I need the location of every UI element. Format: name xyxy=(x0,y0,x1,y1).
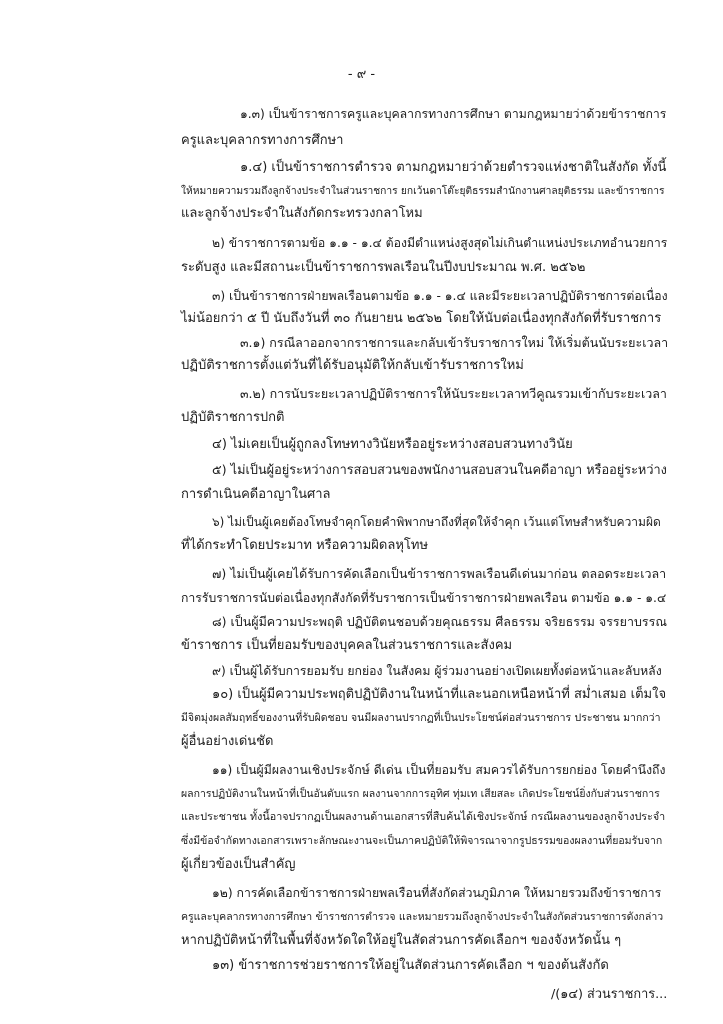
text-line: ๓) เป็นข้าราชการฝ่ายพลเรือนตามข้อ ๑.๑ - ๑.๔ และมีระยะเวลาปฏิบัติราชการต่อเนื่อง xyxy=(212,289,668,303)
text-line: ๕) ไม่เป็นผู้อยู่ระหว่างการสอบสวนของพนักงานสอบสวนในคดีอาญา หรืออยู่ระหว่าง xyxy=(212,463,667,478)
text-line: ที่ได้กระทำโดยประมาท หรือความผิดลหุโทษ xyxy=(181,538,429,553)
text-line: ๒) ข้าราชการตามข้อ ๑.๑ - ๑.๔ ต้องมีตำแหน่งสูงสุดไม่เกินตำแหน่งประเภทอำนวยการ xyxy=(212,236,668,250)
text-line: ๙) เป็นผู้ได้รับการยอมรับ ยกย่อง ในสังคม ผู้ร่วมงานอย่างเปิดเผยทั้งต่อหน้าและลับหลัง xyxy=(212,664,662,678)
text-line: ปฏิบัติราชการตั้งแต่วันที่ได้รับอนุมัติให้กลับเข้ารับราชการใหม่ xyxy=(181,358,524,373)
text-line: ผู้เกี่ยวข้องเป็นสำคัญ xyxy=(181,857,296,872)
text-line: ๓.๑) กรณีลาออกจากราชการและกลับเข้ารับราชการใหม่ ให้เริ่มต้นนับระยะเวลา xyxy=(240,335,669,350)
text-line: ๑๐) เป็นผู้มีความประพฤติปฏิบัติงานในหน้าที่และนอกเหนือหน้าที่ สม่ำเสมอ เต็มใจ xyxy=(212,687,667,702)
text-line: ซึ่งมีข้อจำกัดทางเอกสารเพราะลักษณะงานจะเป็นภาคปฏิบัติให้พิจารณาจากรูปธรรมของผลงานที่ยอมรับจาก xyxy=(181,835,663,847)
text-line: ผู้อื่นอย่างเด่นชัด xyxy=(181,734,274,749)
text-line: ๑.๓) เป็นข้าราชการครูและบุคลากรทางการศึกษา ตามกฎหมายว่าด้วยข้าราชการ xyxy=(240,107,667,121)
text-line: ๑๓) ข้าราชการช่วยราชการให้อยู่ในสัดส่วนการคัดเลือก ฯ ของต้นสังกัด xyxy=(212,958,609,973)
text-line: ปฏิบัติราชการปกติ xyxy=(181,410,285,425)
page-number: - ๙ - xyxy=(347,67,376,82)
text-line: หากปฏิบัติหน้าที่ในพื้นที่จังหวัดใดให้อยู่ในสัดส่วนการคัดเลือกฯ ของจังหวัดนั้น ๆ xyxy=(181,933,622,948)
continuation-marker: /(๑๔) ส่วนราชการ... xyxy=(551,987,668,1002)
text-line: และลูกจ้างประจำในสังกัดกระทรวงกลาโหม xyxy=(181,206,423,221)
text-line: ๔) ไม่เคยเป็นผู้ถูกลงโทษทางวินัยหรืออยู่ระหว่างสอบสวนทางวินัย xyxy=(212,437,573,452)
text-line: ๘) เป็นผู้มีความประพฤติ ปฏิบัติตนชอบด้วยคุณธรรม ศีลธรรม จริยธรรม จรรยาบรรณ xyxy=(212,614,667,629)
text-line: และประชาชน ทั้งนี้อาจปรากฏเป็นผลงานด้านเอกสารที่สืบค้นได้เชิงประจักษ์ กรณีผลงานของลูกจ้างประจำ xyxy=(181,810,666,823)
text-line: ๖) ไม่เป็นผู้เคยต้องโทษจำคุกโดยคำพิพากษาถึงที่สุดให้จำคุก เว้นแต่โทษสำหรับความผิด xyxy=(212,515,661,529)
text-line: ๗) ไม่เป็นผู้เคยได้รับการคัดเลือกเป็นข้าราชการพลเรือนดีเด่นมาก่อน ตลอดระยะเวลา xyxy=(212,566,667,581)
text-line: ผลการปฏิบัติงานในหน้าที่เป็นอันดับแรก ผลงานจากการอุทิศ ทุ่มเท เสียสละ เกิดประโยชน์ยิ่งกับส่วนราชการ xyxy=(181,788,660,800)
text-line: ข้าราชการ เป็นที่ยอมรับของบุคคลในส่วนราชการและสังคม xyxy=(181,638,513,653)
text-line: ๓.๒) การนับระยะเวลาปฏิบัติราชการให้นับระยะเวลาทวีคูณรวมเข้ากับระยะเวลา xyxy=(240,386,667,401)
text-line: การรับราชการนับต่อเนื่องทุกสังกัดที่รับราชการเป็นข้าราชการฝ่ายพลเรือน ตามข้อ ๑.๑ - ๑.๔ xyxy=(181,591,667,605)
text-line: ๑๑) เป็นผู้มีผลงานเชิงประจักษ์ ดีเด่น เป็นที่ยอมรับ สมควรได้รับการยกย่อง โดยคำนึงถึง xyxy=(212,763,666,777)
text-line: ระดับสูง และมีสถานะเป็นข้าราชการพลเรือนในปีงบประมาณ พ.ศ. ๒๕๖๒ xyxy=(181,260,586,275)
text-line: มีจิตมุ่งผลสัมฤทธิ์ของงานที่รับผิดชอบ จนมีผลงานปรากฏที่เป็นประโยชน์ต่อส่วนราชการ ประชาชน มากกว่า xyxy=(181,712,661,724)
text-line: ๑.๔) เป็นข้าราชการตำรวจ ตามกฎหมายว่าด้วยตำรวจแห่งชาติในสังกัด ทั้งนี้ xyxy=(240,160,667,175)
text-line: ครูและบุคลากรทางการศึกษา xyxy=(181,133,344,148)
text-line: ไม่น้อยกว่า ๕ ปี นับถึงวันที่ ๓๐ กันยายน ๒๕๖๒ โดยให้นับต่อเนื่องทุกสังกัดที่รับราชการ xyxy=(181,311,662,326)
text-line: ๑๒) การคัดเลือกข้าราชการฝ่ายพลเรือนที่สังกัดส่วนภูมิภาค ให้หมายรวมถึงข้าราชการ xyxy=(212,886,662,900)
text-line: การดำเนินคดีอาญาในศาล xyxy=(181,487,331,502)
text-line: ครูและบุคลากรทางการศึกษา ข้าราชการตำรวจ และหมายรวมถึงลูกจ้างประจำในสังกัดส่วนราชการดังกล่าว xyxy=(181,911,664,923)
text-line: ให้หมายความรวมถึงลูกจ้างประจำในส่วนราชการ ยกเว้นดาโต๊ะยุติธรรมสำนักงานศาลยุติธรรม และข้าราชการ xyxy=(181,185,665,197)
